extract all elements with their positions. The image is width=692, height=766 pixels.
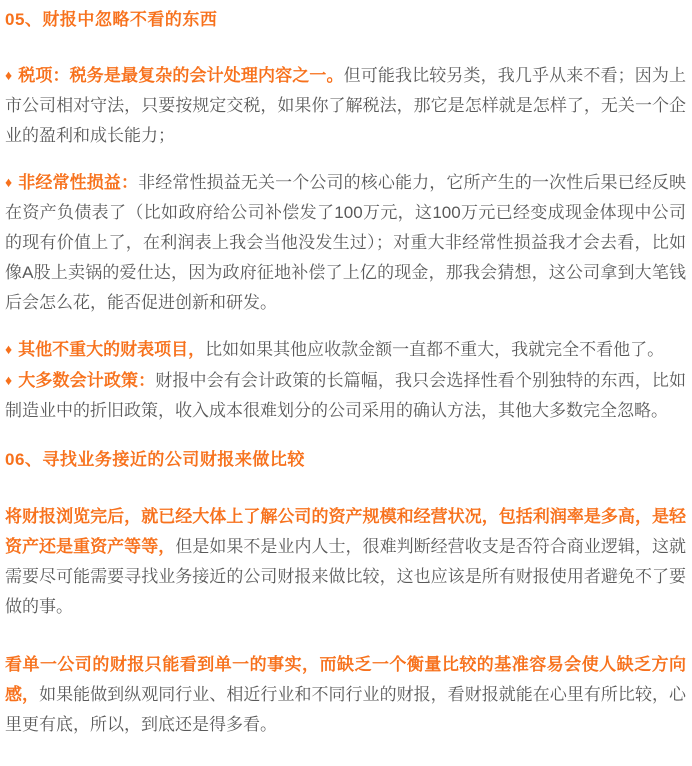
paragraph-lead: 将财报浏览完后，就已经大体上了解公司的资产规模和经营状况，包括利润率是多高，是轻资产还是重资产等等， xyxy=(5,507,686,556)
bullet-paragraph-nonrecurring xyxy=(5,167,686,318)
paragraph-lead: 税项：税务是最复杂的会计处理内容之一。 xyxy=(18,66,344,85)
paragraph-body: 非经常性损益无关一个公司的核心能力，它所产生的一次性后果已经反映在资产负债表了（比如政府给公司补偿发了100万元，这100万元已经变成现金体现中公司的现有价值上了，在利润表上我会当他没发生过）；对重大非经常性损益我才会去看，比如像A股上卖锅的爱仕达，因为政府征地补偿了上亿的现金，那我会猜想，这公司拿到大笔钱后会怎么花，能否促进创新和研发。 xyxy=(5,173,687,312)
paragraph-body: 但可能我比较另类，我几乎从来不看；因为上市公司相对守法，只要按规定交税，如果你了解税法，那它是怎样就是怎样了，无关一个企业的盈利和成长能力； xyxy=(5,66,686,145)
paragraph-lead: 看单一公司的财报只能看到单一的事实，而缺乏一个衡量比较的基准容易会使人缺乏方向感， xyxy=(5,655,686,704)
bullet-paragraph-minor-items xyxy=(5,334,686,365)
diamond-bullet-icon: ♦ xyxy=(5,174,13,190)
paragraph-body: 但是如果不是业内人士，很难判断经营收支是否符合商业逻辑，这就需要尽可能需要寻找业务接近的公司财报来做比较，这也应该是所有财报使用者避免不了要做的事。 xyxy=(5,537,687,616)
paragraph-single-report xyxy=(5,650,686,740)
paragraph-body: 如果能做到纵观同行业、相近行业和不同行业的财报，看财报就能在心里有所比较，心里更有底，所以，到底还是得多看。 xyxy=(5,685,687,734)
bullet-paragraph-accounting-policy xyxy=(5,365,686,426)
paragraph-lead: 非经常性损益： xyxy=(18,173,139,192)
section-06-heading: 06、寻找业务接近的公司财报来做比较 xyxy=(5,450,305,469)
paragraph-compare-reports xyxy=(5,502,686,622)
diamond-bullet-icon: ♦ xyxy=(5,341,13,357)
paragraph-body: 财报中会有会计政策的长篇幅，我只会选择性看个别独特的东西，比如制造业中的折旧政策，收入成本很难划分的公司采用的确认方法，其他大多数完全忽略。 xyxy=(5,371,687,420)
section-05-heading: 05、财报中忽略不看的东西 xyxy=(5,10,218,29)
paragraph-lead: 大多数会计政策： xyxy=(18,371,156,390)
bullet-paragraph-tax xyxy=(5,60,686,151)
diamond-bullet-icon: ♦ xyxy=(5,67,13,83)
paragraph-body: 比如如果其他应收款金额一直都不重大，我就完全不看他了。 xyxy=(205,340,665,359)
diamond-bullet-icon: ♦ xyxy=(5,372,13,388)
paragraph-lead: 其他不重大的财表项目， xyxy=(18,340,206,359)
